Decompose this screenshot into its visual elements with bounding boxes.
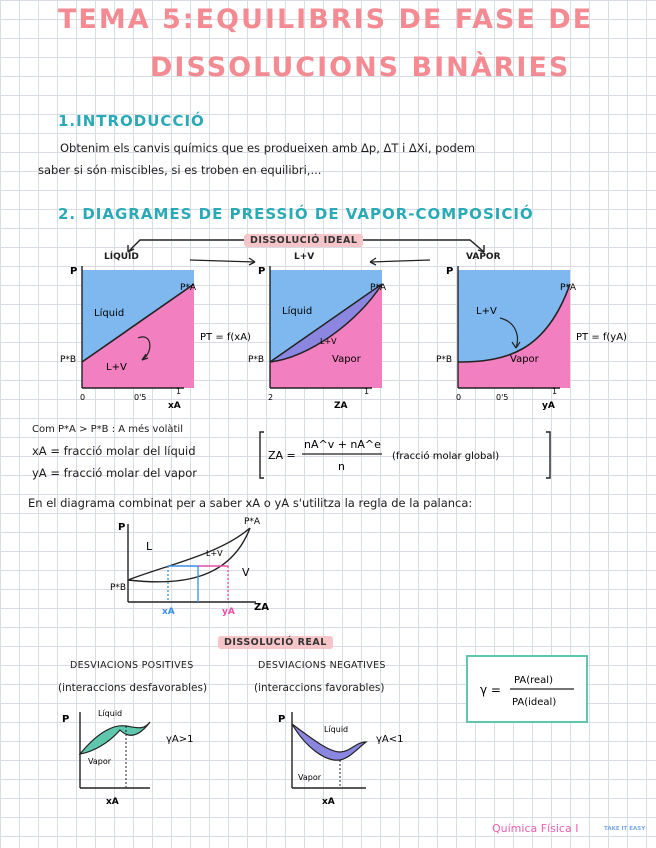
label-za: ZA [254, 602, 269, 613]
label-vapor: VAPOR [466, 252, 501, 262]
diagram-combined [110, 514, 290, 622]
eq-label: PT = f(xA) [200, 332, 251, 343]
note-volatility: Com P*A > P*B : A més volàtil [32, 424, 183, 435]
positive-sub: (interaccions desfavorables) [58, 682, 208, 694]
negative-sub: (interaccions favorables) [254, 682, 385, 694]
label-pa: P*A [560, 283, 577, 293]
axis-label: xA [106, 797, 119, 807]
negative-title: DESVIACIONS NEGATIVES [258, 660, 386, 671]
label-liquid: Líquid [324, 725, 349, 734]
label-pb: P*B [110, 583, 127, 593]
label-pa: P*A [370, 283, 387, 293]
lever-rule-text: En el diagrama combinat per a saber xA o yA s'utilitza la regla de la palanca: [28, 496, 473, 510]
label-liquid-vapor: L+V [294, 252, 315, 262]
tick-1: 1 [364, 387, 370, 396]
tick-0: 2 [268, 393, 274, 402]
label-v: V [242, 566, 250, 579]
label-liquid: LÍQUID [104, 252, 139, 262]
label-pa: P*A [180, 283, 197, 293]
za-formula [256, 428, 556, 484]
label-xa: xA [162, 607, 175, 617]
label-ya: yA [222, 607, 235, 617]
section1-text-line1: Obtenim els canvis químics que es produeixen amb Δp, ΔT i ΔXi, podem [60, 141, 476, 155]
region-bottom-label: L+V [106, 362, 127, 373]
axis-label: xA [322, 797, 335, 807]
gamma-lhs: γ = [480, 683, 501, 697]
footer-subject: Química Física I [492, 822, 579, 835]
region-top-label: L+V [476, 306, 497, 317]
label-vapor: Vapor [298, 773, 322, 782]
diagram-liquid-px [60, 262, 260, 422]
axis-p: P [70, 266, 78, 277]
positive-title: DESVIACIONS POSITIVES [70, 660, 194, 671]
axis-label: ZA [334, 401, 348, 411]
label-pa: P*A [244, 517, 261, 527]
section1-text-line2: saber si són miscibles, si es troben en equilibri,... [38, 163, 322, 177]
region-top-label: Líquid [282, 306, 313, 317]
label-pb: P*B [436, 355, 453, 365]
region-top-label: Líquid [94, 308, 125, 319]
axis-p: P [62, 714, 70, 725]
label-vapor: Vapor [88, 757, 112, 766]
note-ya: yA = fracció molar del vapor [32, 466, 197, 480]
note-xa: xA = fracció molar del líquid [32, 444, 196, 458]
tick-1: 1 [176, 387, 182, 396]
formula-note: (fracció molar global) [392, 451, 500, 462]
diagram-vapor-py [436, 262, 636, 422]
formula-numerator: nA^v + nA^e [304, 438, 381, 451]
label-gamma: γA>1 [166, 734, 194, 745]
axis-label: xA [168, 401, 181, 411]
diagram-positive-deviation [58, 702, 228, 812]
region-bottom-label: Vapor [510, 354, 539, 365]
label-liquid: Líquid [98, 709, 123, 718]
two-phase-lens [80, 722, 150, 754]
bubble-curve [128, 528, 250, 580]
formula-lhs: ZA = [268, 449, 296, 462]
region-bottom-label: Vapor [332, 354, 361, 365]
page-title-line2: DISSOLUCIONS BINÀRIES [150, 52, 571, 83]
eq-label: PT = f(yA) [576, 332, 627, 343]
label-pb: P*B [248, 355, 265, 365]
axis-p: P [446, 266, 454, 277]
label-pb: P*B [60, 355, 77, 365]
section2-heading: 2. DIAGRAMES DE PRESSIÓ DE VAPOR-COMPOSICIÓ [58, 205, 534, 223]
diagram-negative-deviation [276, 702, 446, 812]
label-gamma: γA<1 [376, 734, 404, 745]
formula-denominator: n [338, 460, 345, 473]
axis-p: P [278, 714, 286, 725]
tick-0: 0 [456, 393, 462, 402]
tag-real-solution: DISSOLUCIÓ REAL [218, 636, 333, 649]
label-lv: L+V [206, 549, 223, 558]
tick-05: 0'5 [496, 393, 509, 402]
axis-p: P [118, 522, 126, 533]
footer-brand: TAKE IT EASY [604, 826, 646, 832]
gamma-denominator: PA(ideal) [512, 697, 557, 708]
diagram-liquid-vapor-pz [248, 262, 408, 422]
label-l: L [146, 540, 153, 553]
tag-ideal-solution: DISSOLUCIÓ IDEAL [244, 234, 363, 247]
axis-p: P [258, 266, 266, 277]
tick-05: 0'5 [134, 393, 147, 402]
activity-coefficient-box [466, 655, 588, 723]
tick-0: 0 [80, 393, 86, 402]
region-mid-label: L+V [320, 337, 337, 346]
page-title-line1: TEMA 5:EQUILIBRIS DE FASE DE [58, 4, 594, 35]
section1-heading: 1.INTRODUCCIÓ [58, 112, 205, 130]
axis-label: yA [542, 401, 555, 411]
gamma-numerator: PA(real) [514, 675, 553, 686]
tick-1: 1 [552, 387, 558, 396]
